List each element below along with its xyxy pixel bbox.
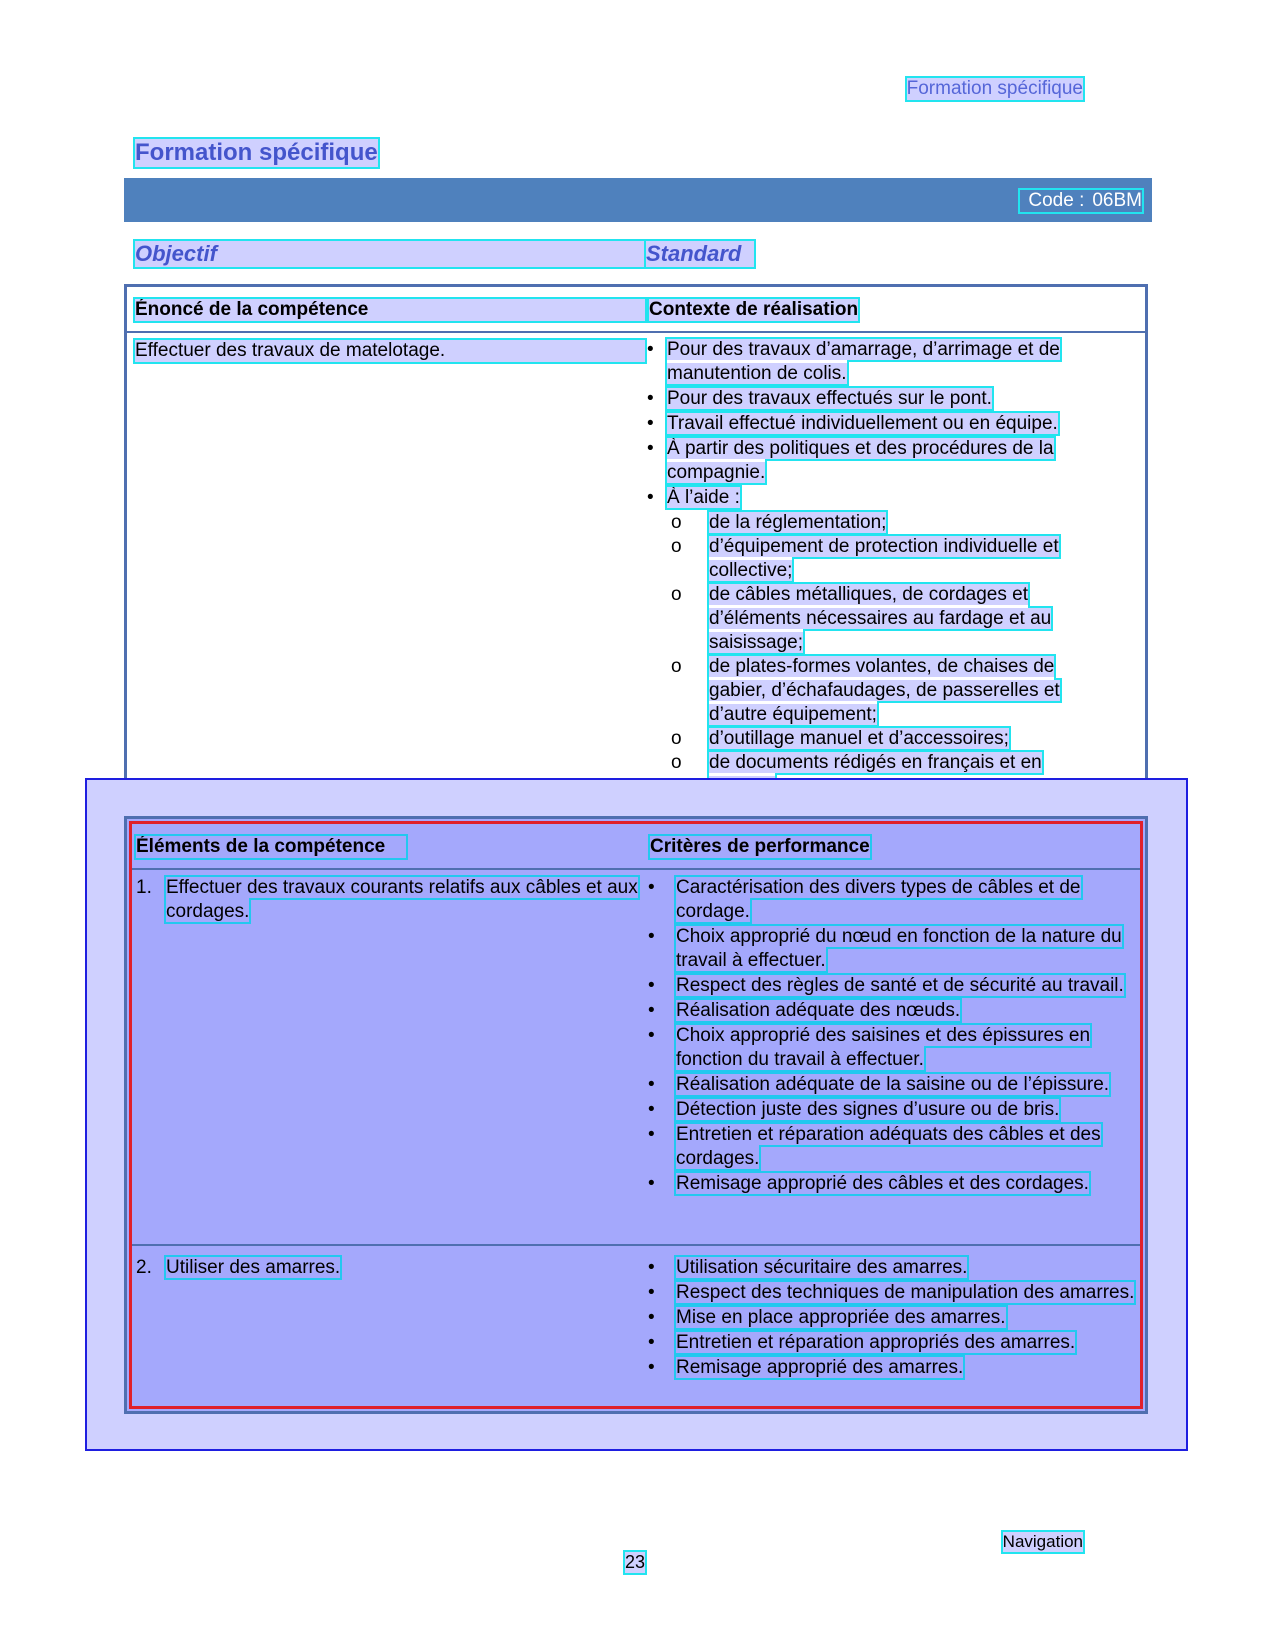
list-item <box>648 1123 1136 1171</box>
list-item <box>648 1098 1136 1122</box>
bullet-icon: • <box>648 1173 655 1194</box>
standard-heading: Standard <box>646 241 754 267</box>
sub-list-item <box>647 583 1107 655</box>
criterion-text: Choix approprié des saisines et des épissures en fonction du travail à effectuer. <box>676 1025 1091 1070</box>
list-item <box>648 925 1136 973</box>
bullet-icon: • <box>648 1357 655 1378</box>
elements-table-inner <box>129 821 1143 1409</box>
criterion-text: Mise en place appropriée des amarres. <box>676 1307 1006 1328</box>
page-title: Formation spécifique <box>135 139 378 166</box>
list-item <box>648 1172 1136 1196</box>
criterion-text: Détection juste des signes d’usure ou de bris. <box>676 1099 1060 1120</box>
list-item <box>648 1306 1136 1330</box>
element-row-1 <box>136 876 646 924</box>
bullet-icon: • <box>648 1074 655 1095</box>
criterion-text: Choix approprié du nœud en fonction de la nature du travail à effectuer. <box>676 926 1122 971</box>
row-divider <box>132 1244 1140 1246</box>
col-header-contexte: Contexte de réalisation <box>649 299 859 320</box>
element-row-2 <box>136 1256 646 1280</box>
element-text: Effectuer des travaux courants relatifs aux câbles et aux cordages. <box>166 877 638 922</box>
competence-table-header <box>127 287 1145 333</box>
element-number: 2. <box>136 1257 152 1278</box>
bullet-icon: • <box>647 438 654 459</box>
context-text: Pour des travaux effectués sur le pont. <box>667 388 992 409</box>
objectif-heading: Objectif <box>135 241 645 267</box>
context-sub-text: d’outillage manuel et d’accessoires; <box>709 728 1009 749</box>
code-label <box>1020 190 1142 212</box>
context-sub-text: de plates-formes volantes, de chaises de gabier, d’échafaudages, de passerelles et d’autre équipement; <box>709 656 1060 725</box>
list-item <box>648 1024 1136 1072</box>
list-item <box>648 1281 1136 1305</box>
bullet-icon: • <box>647 413 654 434</box>
criterion-text: Réalisation adéquate des nœuds. <box>676 1000 961 1021</box>
sub-bullet-icon: o <box>671 512 682 533</box>
element-number: 1. <box>136 877 152 898</box>
col-header-elements: Éléments de la compétence <box>136 836 406 858</box>
bullet-icon: • <box>648 1307 655 1328</box>
bullet-icon: • <box>648 1124 655 1145</box>
bullet-icon: • <box>648 1332 655 1353</box>
navigation-link[interactable]: Navigation <box>1002 1532 1083 1551</box>
context-sub-text: de câbles métalliques, de cordages et d’éléments nécessaires au fardage et au saisissage; <box>709 584 1052 653</box>
context-text: Travail effectué individuellement ou en équipe. <box>667 413 1058 434</box>
list-item <box>648 876 1136 924</box>
list-item <box>648 1356 1136 1380</box>
criterion-text: Respect des règles de santé et de sécurité au travail. <box>676 975 1124 996</box>
code-label-text: Code : <box>1028 190 1085 211</box>
criterion-text: Remisage approprié des amarres. <box>676 1357 964 1378</box>
context-text: À partir des politiques et des procédures de la compagnie. <box>667 438 1054 483</box>
sub-bullet-icon: o <box>671 536 682 557</box>
bullet-icon: • <box>648 1257 655 1278</box>
criterion-text: Caractérisation des divers types de câbles et de cordage. <box>676 877 1081 922</box>
sub-bullet-icon: o <box>671 656 682 677</box>
criteria-list-1 <box>648 876 1136 1197</box>
list-item <box>647 437 1107 485</box>
bullet-icon: • <box>647 388 654 409</box>
bullet-icon: • <box>648 1282 655 1303</box>
element-text: Utiliser des amarres. <box>166 1257 341 1278</box>
sub-list-item <box>647 655 1107 727</box>
code-value: 06BM <box>1092 190 1142 211</box>
sub-bullet-icon: o <box>671 728 682 749</box>
sub-list-item <box>647 535 1107 583</box>
bullet-icon: • <box>648 1000 655 1021</box>
criterion-text: Entretien et réparation appropriés des amarres. <box>676 1332 1076 1353</box>
context-list <box>647 338 1107 799</box>
bullet-icon: • <box>647 487 654 508</box>
col-header-criteres: Critères de performance <box>650 836 870 857</box>
bullet-icon: • <box>647 339 654 360</box>
sub-list-item <box>647 727 1107 751</box>
list-item <box>648 1073 1136 1097</box>
running-header: Formation spécifique <box>906 78 1083 99</box>
bullet-icon: • <box>648 877 655 898</box>
list-item <box>647 486 1107 510</box>
competence-table <box>124 284 1148 798</box>
criterion-text: Réalisation adéquate de la saisine ou de l’épissure. <box>676 1074 1110 1095</box>
criterion-text: Entretien et réparation adéquats des câbles et des cordages. <box>676 1124 1101 1169</box>
bullet-icon: • <box>648 1025 655 1046</box>
elements-table <box>124 816 1148 1414</box>
elements-table-header <box>132 824 1140 870</box>
list-item <box>647 387 1107 411</box>
context-text: Pour des travaux d’amarrage, d’arrimage et de manutention de colis. <box>667 339 1060 384</box>
list-item <box>648 974 1136 998</box>
criterion-text: Utilisation sécuritaire des amarres. <box>676 1257 968 1278</box>
criterion-text: Remisage approprié des câbles et des cordages. <box>676 1173 1089 1194</box>
list-item <box>647 338 1107 386</box>
sub-list-item <box>647 511 1107 535</box>
context-text: À l’aide : <box>667 487 740 508</box>
list-item <box>648 999 1136 1023</box>
bullet-icon: • <box>648 926 655 947</box>
list-item <box>648 1331 1136 1355</box>
list-item <box>648 1256 1136 1280</box>
list-item <box>647 412 1107 436</box>
competence-statement: Effectuer des travaux de matelotage. <box>135 340 645 362</box>
bullet-icon: • <box>648 975 655 996</box>
sub-bullet-icon: o <box>671 584 682 605</box>
criterion-text: Respect des techniques de manipulation des amarres. <box>676 1282 1135 1303</box>
context-sub-text: d’équipement de protection individuelle et collective; <box>709 536 1059 581</box>
bullet-icon: • <box>648 1099 655 1120</box>
code-bar <box>124 178 1152 222</box>
context-sub-text: de documents rédigés en français et en <box>709 752 1042 797</box>
page-number: 23 <box>625 1552 646 1572</box>
sub-bullet-icon: o <box>671 752 682 773</box>
context-sub-text: de la réglementation; <box>709 512 887 533</box>
col-header-enonce: Énoncé de la compétence <box>135 299 645 321</box>
criteria-list-2 <box>648 1256 1136 1381</box>
